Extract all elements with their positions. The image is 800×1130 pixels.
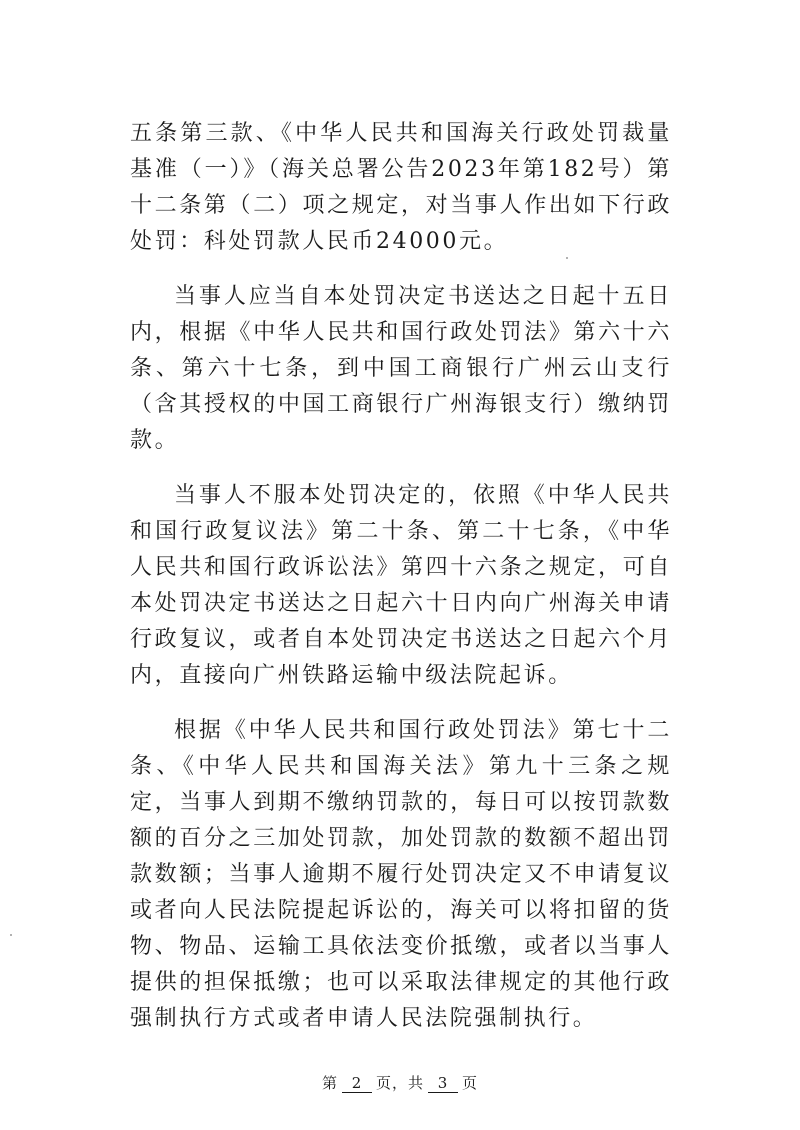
paragraph-enforcement: 根据《中华人民共和国行政处罚法》第七十二条、《中华人民共和国海关法》第九十三条之规定，当事人到期不缴纳罚款的，每日可以按罚款数额的百分之三加处罚款，加处罚款的数额不超出罚款数额；当事人逾期不履行处罚决定又不申请复议或者向人民法院提起诉讼的，海关可以将扣留的货物、物品、运输工具依法变价抵缴，或者以当事人提供的担保抵缴；也可以采取法律规定的其他行政强制执行方式或者申请人民法院强制执行。	[130, 718, 672, 1031]
footer-suffix: 页	[462, 1074, 479, 1092]
paragraph-appeal-rights: 当事人不服本处罚决定的，依照《中华人民共和国行政复议法》第二十条、第二十七条，《中华人民共和国行政诉讼法》第四十六条之规定，可自本处罚决定书送达之日起六十日内向广州海关申请行政复议，或者自本处罚决定书送达之日起六个月内，直接向广州铁路运输中级法院起诉。	[130, 483, 672, 688]
document-body	[130, 116, 672, 1056]
scan-speck	[566, 257, 568, 259]
total-page-number: 3	[428, 1075, 458, 1093]
footer-middle: 页，共	[375, 1074, 424, 1092]
paragraph-penalty-decision: 五条第三款、《中华人民共和国海关行政处罚裁量基准（一）》（海关总署公告2023年第182号）第十二条第（二）项之规定，对当事人作出如下行政处罚：科处罚款人民币24000元。	[130, 121, 672, 254]
footer-prefix: 第	[321, 1074, 338, 1092]
current-page-number: 2	[342, 1075, 372, 1093]
page-number-footer	[0, 1073, 800, 1093]
paragraph-payment-deadline: 当事人应当自本处罚决定书送达之日起十五日内，根据《中华人民共和国行政处罚法》第六十六条、第六十七条，到中国工商银行广州云山支行（含其授权的中国工商银行广州海银支行）缴纳罚款。	[130, 284, 672, 453]
scan-speck	[10, 934, 12, 936]
